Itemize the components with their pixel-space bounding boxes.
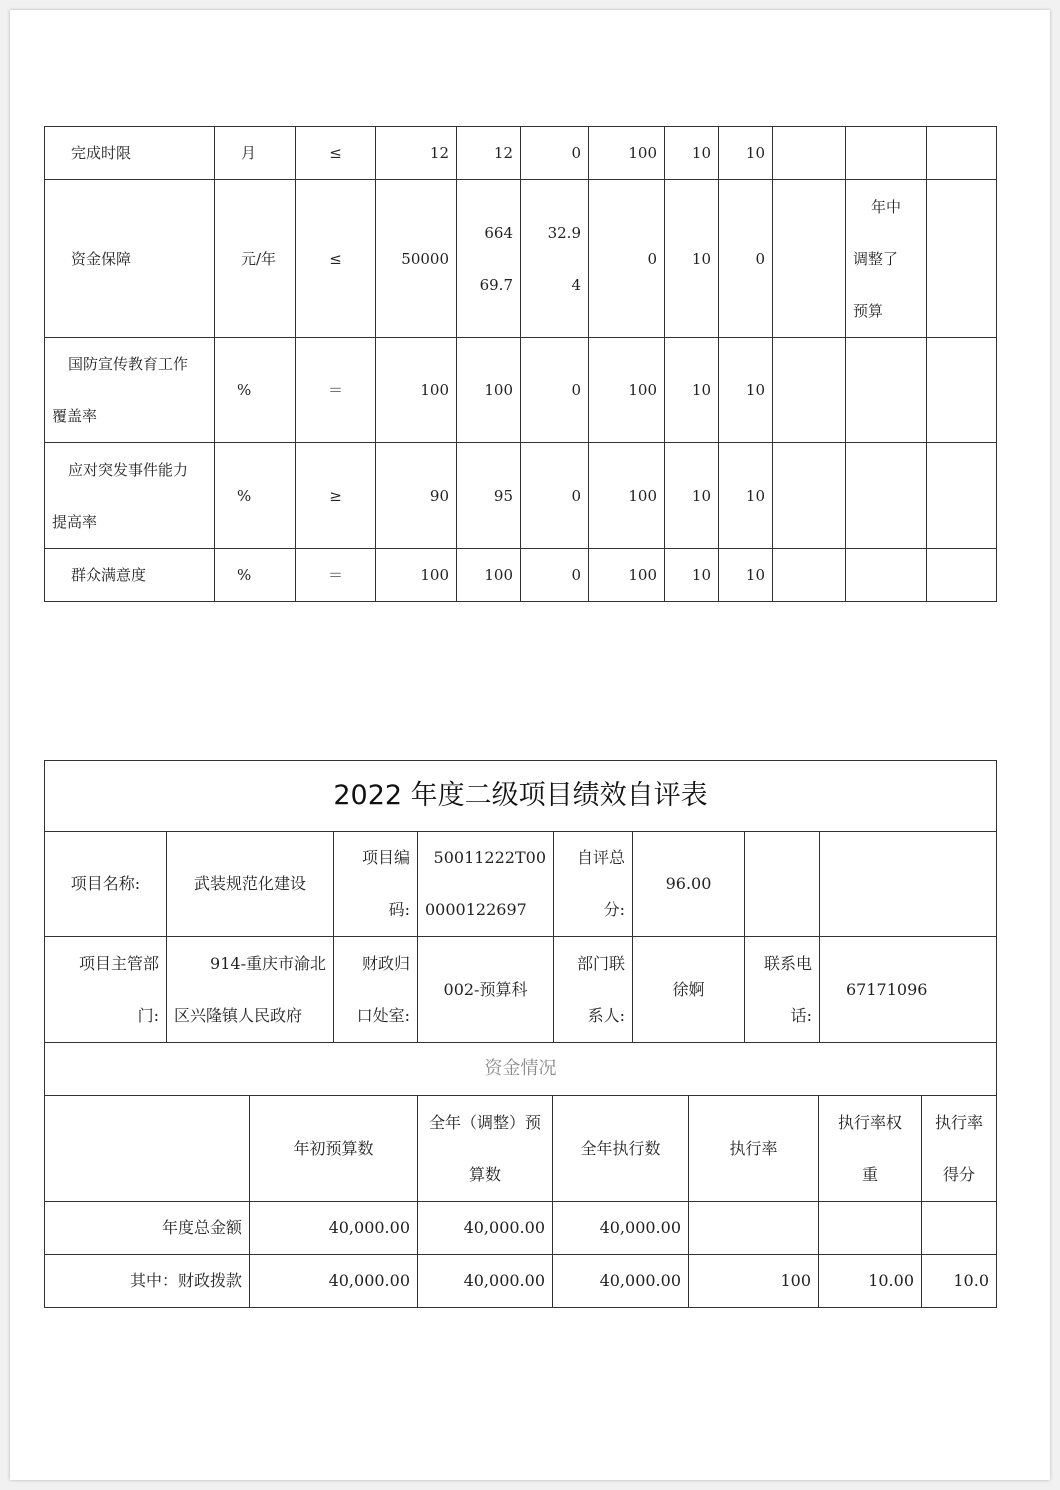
dept-value: 914-重庆市渝北 区兴隆镇人民政府 [167,937,334,1043]
indicator-note: 年中 调整了 预算 [846,180,927,338]
indicator-target: 90 [376,443,457,549]
contact-value: 徐婀 [633,937,745,1043]
indicator-weight: 10 [665,443,719,549]
indicator-note [846,127,927,180]
indicator-deviation: 0 [521,338,589,443]
indicator-weight: 10 [665,338,719,443]
indicator-empty [773,180,846,338]
indicator-name: 资金保障 [45,180,215,338]
indicator-rate: 100 [589,549,665,602]
project-code-label: 项目编 码: [334,832,418,937]
indicator-target: 50000 [376,180,457,338]
fund-adjusted: 40,000.00 [418,1202,553,1255]
indicator-empty [773,338,846,443]
indicator-operator: ＝ [296,338,376,443]
indicator-unit: 元/年 [215,180,296,338]
table-row [45,832,997,937]
header-executed: 全年执行数 [553,1096,689,1202]
indicator-weight: 10 [665,180,719,338]
indicator-rate: 100 [589,443,665,549]
fund-executed: 40,000.00 [553,1255,689,1308]
fund-exec-rate [689,1202,819,1255]
header-exec-rate: 执行率 [689,1096,819,1202]
indicator-rate: 100 [589,338,665,443]
header-rate-score: 执行率 得分 [922,1096,997,1202]
total-score-label: 自评总 分: [554,832,633,937]
funds-header-row [45,1096,997,1202]
fund-weight [819,1202,922,1255]
indicator-operator: ≤ [296,180,376,338]
table-row [45,180,997,338]
self-eval-table [44,760,997,1096]
indicator-weight: 10 [665,127,719,180]
indicator-score: 10 [719,549,773,602]
table-row [45,1255,997,1308]
total-score-value: 96.00 [633,832,745,937]
indicator-empty [927,180,997,338]
fund-score: 10.0 [922,1255,997,1308]
indicator-empty [927,443,997,549]
table-row [45,127,997,180]
header-initial-budget: 年初预算数 [250,1096,418,1202]
indicator-actual: 100 [457,549,521,602]
fund-row-label: 年度总金额 [45,1202,250,1255]
indicator-operator: ≤ [296,127,376,180]
funds-table [44,1095,997,1308]
finance-office-label: 财政归 口处室: [334,937,418,1043]
fund-score [922,1202,997,1255]
contact-label: 部门联 系人: [554,937,633,1043]
title-row [45,761,997,832]
form-title: 2022 年度二级项目绩效自评表 [45,761,997,832]
table-row [45,549,997,602]
empty-cell [45,1096,250,1202]
indicator-actual: 664 69.7 [457,180,521,338]
funds-section-heading: 资金情况 [45,1043,997,1096]
indicator-target: 12 [376,127,457,180]
indicator-unit: % [215,338,296,443]
project-code-value: 50011222T00 0000122697 [418,832,554,937]
indicator-name: 国防宣传教育工作 覆盖率 [45,338,215,443]
indicator-target: 100 [376,338,457,443]
indicator-operator: ≥ [296,443,376,549]
indicator-weight: 10 [665,549,719,602]
project-name-label: 项目名称: [45,832,167,937]
indicator-actual: 100 [457,338,521,443]
indicator-empty [846,338,927,443]
section-row [45,1043,997,1096]
header-adjusted-budget: 全年（调整）预 算数 [418,1096,553,1202]
indicator-empty [927,549,997,602]
fund-row-label: 其中：财政拨款 [45,1255,250,1308]
indicator-target: 100 [376,549,457,602]
indicator-rate: 0 [589,180,665,338]
indicator-deviation: 0 [521,127,589,180]
empty-cell [745,832,820,937]
indicator-name: 群众满意度 [45,549,215,602]
indicator-deviation: 0 [521,443,589,549]
finance-office-value: 002-预算科 [418,937,554,1043]
indicator-deviation: 32.9 4 [521,180,589,338]
indicator-operator: ＝ [296,549,376,602]
indicator-actual: 12 [457,127,521,180]
indicator-actual: 95 [457,443,521,549]
indicator-score: 10 [719,127,773,180]
indicator-unit: % [215,549,296,602]
fund-executed: 40,000.00 [553,1202,689,1255]
phone-label: 联系电 话: [745,937,820,1043]
indicator-empty [773,549,846,602]
empty-cell [820,832,997,937]
indicator-empty [846,549,927,602]
table-row [45,443,997,549]
header-rate-weight: 执行率权 重 [819,1096,922,1202]
indicator-name: 应对突发事件能力 提高率 [45,443,215,549]
indicator-empty [927,127,997,180]
fund-initial: 40,000.00 [250,1255,418,1308]
table-row [45,937,997,1043]
dept-label: 项目主管部 门: [45,937,167,1043]
table-row [45,338,997,443]
indicator-unit: 月 [215,127,296,180]
indicator-empty [927,338,997,443]
indicator-deviation: 0 [521,549,589,602]
indicator-empty [773,443,846,549]
indicator-name: 完成时限 [45,127,215,180]
fund-adjusted: 40,000.00 [418,1255,553,1308]
fund-exec-rate: 100 [689,1255,819,1308]
fund-weight: 10.00 [819,1255,922,1308]
table-row [45,1202,997,1255]
project-name-value: 武装规范化建设 [167,832,334,937]
indicator-score: 0 [719,180,773,338]
indicator-empty [846,443,927,549]
indicator-rate: 100 [589,127,665,180]
indicator-score: 10 [719,338,773,443]
fund-initial: 40,000.00 [250,1202,418,1255]
indicator-score: 10 [719,443,773,549]
indicator-empty [773,127,846,180]
phone-value: 67171096 [820,937,997,1043]
indicator-unit: % [215,443,296,549]
indicator-table [44,126,997,602]
